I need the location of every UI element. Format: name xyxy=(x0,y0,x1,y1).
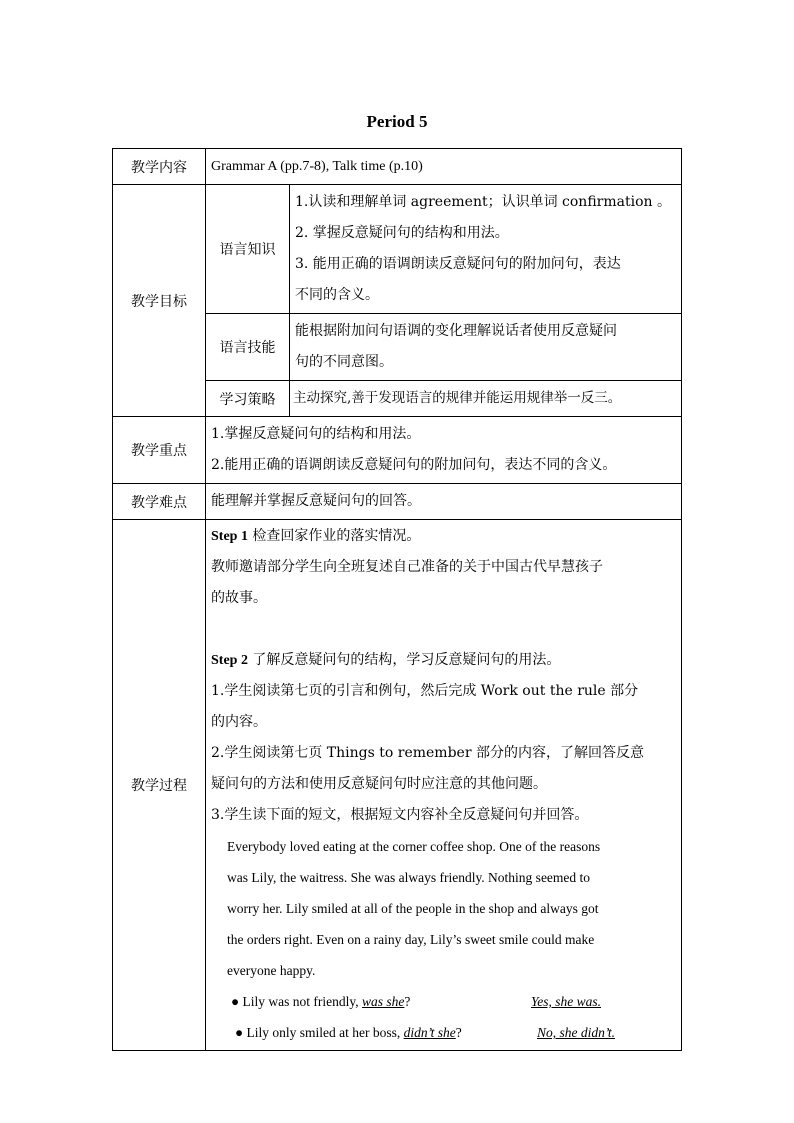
question-text: Lily was not friendly, xyxy=(242,994,363,1009)
sub-label-skills: 语言技能 xyxy=(206,314,290,381)
skills-line: 句的不同意图。 xyxy=(295,354,393,370)
row-label-goals: 教学目标 xyxy=(113,185,206,417)
difficulty-value: 能理解并掌握反意疑问句的回答。 xyxy=(206,484,682,520)
passage-line: worry her. Lily smiled at all of the people in the shop and always got xyxy=(227,901,599,916)
step2-line: 2.学生阅读第七页 Things to remember 部分的内容，了解回答反意 xyxy=(211,745,644,761)
step2-label: Step 2 xyxy=(211,653,248,668)
row-label-difficulty: 教学难点 xyxy=(113,484,206,520)
passage-line: the orders right. Even on a rainy day, Lily’s sweet smile could make xyxy=(227,932,595,947)
process-content xyxy=(206,520,682,1051)
strategy-value: 主动探究,善于发现语言的规律并能运用规律举一反三。 xyxy=(290,381,682,417)
sub-label-knowledge: 语言知识 xyxy=(206,185,290,314)
question-answer: Yes, she was. xyxy=(531,994,602,1009)
passage-line: Everybody loved eating at the corner coffee shop. One of the reasons xyxy=(227,839,601,854)
passage-line: was Lily, the waitress. She was always friendly. Nothing seemed to xyxy=(227,870,591,885)
page-title: Period 5 xyxy=(366,112,428,131)
passage-line: everyone happy. xyxy=(227,963,316,978)
knowledge-line: 1.认读和理解单词 agreement；认识单词 confirmation 。 xyxy=(295,194,671,210)
row-goals-knowledge xyxy=(113,185,682,314)
content-value: Grammar A (pp.7-8), Talk time (p.10) xyxy=(206,149,682,185)
knowledge-line: 不同的含义。 xyxy=(295,287,379,303)
question-text: Lily only smiled at her boss, xyxy=(246,1025,404,1040)
question-tag: didn’t she xyxy=(403,1025,456,1040)
question-row xyxy=(211,986,676,1017)
row-key-points xyxy=(113,417,682,484)
bullet-icon: ● xyxy=(231,994,240,1009)
skills-lines xyxy=(290,314,682,381)
skills-line: 能根据附加问句语调的变化理解说话者使用反意疑问 xyxy=(295,323,617,339)
row-process xyxy=(113,520,682,1051)
step1-title: 检查回家作业的落实情况。 xyxy=(252,528,421,544)
step1-line: 的故事。 xyxy=(211,590,267,606)
question-tag: was she xyxy=(362,994,405,1009)
key-point-line: 2.能用正确的语调朗读反意疑问句的附加问句，表达不同的含义。 xyxy=(211,457,617,473)
sub-label-strategy: 学习策略 xyxy=(206,381,290,417)
knowledge-line: 2. 掌握反意疑问句的结构和用法。 xyxy=(295,225,509,241)
key-points-lines xyxy=(206,417,682,484)
bullet-icon: ● xyxy=(235,1025,244,1040)
knowledge-lines xyxy=(290,185,682,314)
step2-title: 了解反意疑问句的结构，学习反意疑问句的用法。 xyxy=(252,652,561,668)
step1-label: Step 1 xyxy=(211,529,248,544)
step2-line: 的内容。 xyxy=(211,714,267,730)
row-difficulty xyxy=(113,484,682,520)
step1-heading xyxy=(211,521,676,552)
knowledge-line: 3. 能用正确的语调朗读反意疑问句的附加问句，表达 xyxy=(295,256,621,272)
row-label-key-points: 教学重点 xyxy=(113,417,206,484)
spacer xyxy=(211,614,676,645)
step1-line: 教师邀请部分学生向全班复述自己准备的关于中国古代早慧孩子 xyxy=(211,559,603,575)
lesson-plan-table xyxy=(112,148,682,1051)
row-content xyxy=(113,149,682,185)
step2-line: 3.学生读下面的短文，根据短文内容补全反意疑问句并回答。 xyxy=(211,807,589,823)
question-mark: ? xyxy=(455,1025,462,1040)
key-point-line: 1.掌握反意疑问句的结构和用法。 xyxy=(211,426,421,442)
question-answer: No, she didn’t. xyxy=(537,1025,616,1040)
question-row xyxy=(211,1017,676,1048)
step2-heading xyxy=(211,645,676,676)
step2-line: 1.学生阅读第七页的引言和例句，然后完成 Work out the rule 部分 xyxy=(211,683,639,699)
row-label-content: 教学内容 xyxy=(113,149,206,185)
row-label-process: 教学过程 xyxy=(113,520,206,1051)
step2-line: 疑问句的方法和使用反意疑问句时应注意的其他问题。 xyxy=(211,776,547,792)
question-mark: ? xyxy=(404,994,411,1009)
